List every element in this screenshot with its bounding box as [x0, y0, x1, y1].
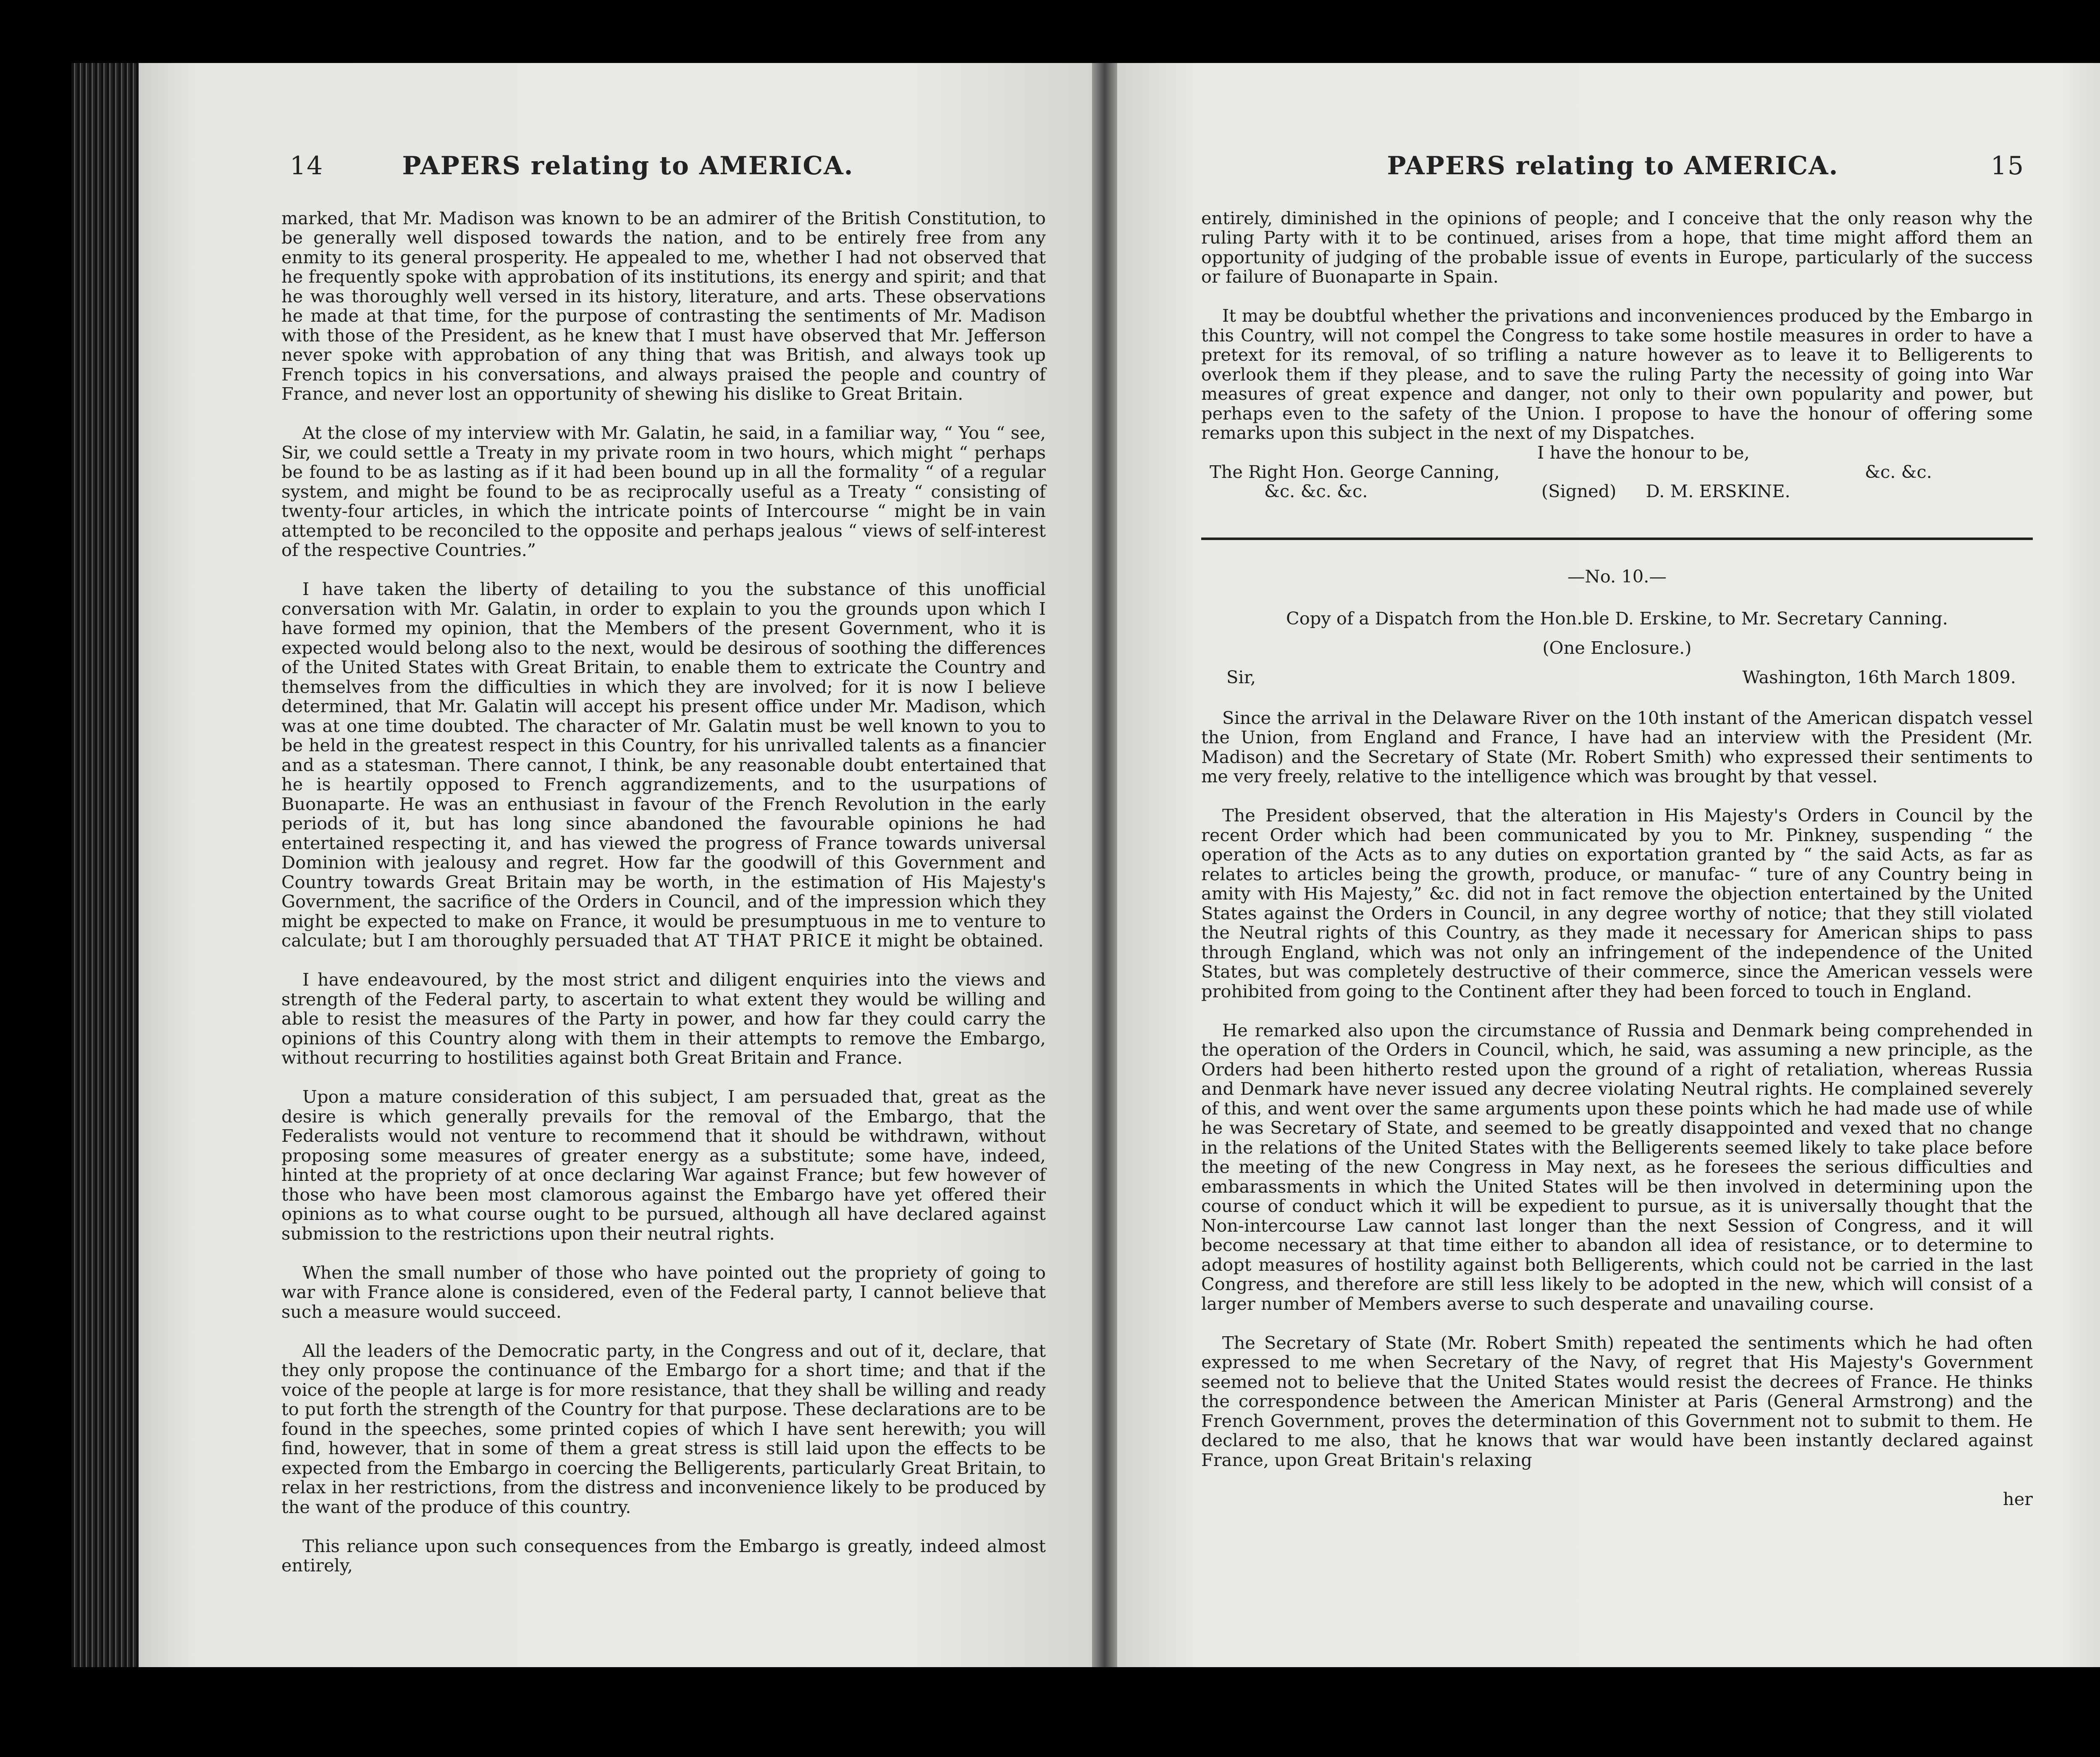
document-number: —No. 10.—	[1567, 566, 1667, 587]
paragraph: He remarked also upon the circumstance of Russia and Denmark being comprehended in the operation of the Orders in Council, which, he said, was assuming a new principle, as the Orders had been hitherto rested upon the ground of a right of retaliation, whereas Russia and Denmark have never issued any decree violating Neutral rights. He complained severely of this, and went over the same arguments upon these points which he had made use of while he was Secretary of State, and seemed to be greatly disappointed and vexed that no change in the relations of the United States with the Belligerents seemed likely to take place before the meeting of the new Congress in May next, as he foresees the serious difficulties and embarassments in which the United States will be then involved in determining upon the course of conduct which it will be expedient to pursue, as it is universally thought that the Non-intercourse Law cannot last longer than the next Session of Congress, and it will become necessary at that time either to abandon all idea of resistance, or to determine to adopt measures of hostility against both Belligerents, which could not be carried in the last Congress, and therefore are still less likely to be adopted in the new, which will consist of a larger number of Members averse to such desperate and unavailing course.	[1201, 1020, 2033, 1314]
catchword: her	[2003, 1488, 2033, 1509]
paragraph: At the close of my interview with Mr. Galatin, he said, in a familiar way, “ You “ see, Sir, we could settle a Treaty in my private room in two hours, which might “ perhaps be found to be as lasting as if it had been bound up in all the formality “ of a regular system, and might be found to be as reciprocally useful as a Treaty “ consisting of twenty-four articles, in which the intricate points of Intercourse “ might be in vain attempted to be reconciled to the opposite and perhaps jealous “ views of self-interest of the respective Countries.”	[281, 422, 1046, 560]
signed-label: (Signed)	[1541, 481, 1617, 501]
paragraph: All the leaders of the Democratic party, in the Congress and out of it, declare, that they only propose the continuance of the Embargo for a short time; and that if the voice of the people at large is for more resistance, that they shall be willing and ready to put forth the strength of the Country for that purpose. These declarations are to be found in the speeches, some printed copies of which I have sent herewith; you will find, however, that in some of them a great stress is still laid upon the effects to be expected from the Embargo in coercing the Belligerents, particularly Great Britain, to relax in her restrictions, from the distress and inconvenience likely to be produced by the want of the produce of this country.	[281, 1340, 1046, 1517]
dateline: Washington, 16th March 1809.	[1742, 667, 2016, 687]
left-running-title: PAPERS relating to AMERICA.	[402, 151, 854, 181]
book-gutter	[1092, 63, 1117, 1667]
signoff-row-1	[1201, 462, 2033, 482]
addressee-etc: &c. &c. &c.	[1264, 481, 1368, 501]
signer-name: D. M. ERSKINE.	[1646, 481, 1790, 501]
paragraph: I have endeavoured, by the most strict and diligent enquiries into the views and strength of the Federal party, to ascertain to what extent they would be willing and able to resist the measures of the Party in power, and how far they could carry the opinions of this Country along with them in their attempts to remove the Embargo, without recurring to hostilities against both Great Britain and France.	[281, 969, 1046, 1068]
document-title: Copy of a Dispatch from the Hon.ble D. Erskine, to Mr. Secretary Canning.	[1286, 608, 1948, 629]
left-page	[139, 63, 1092, 1667]
right-running-title: PAPERS relating to AMERICA.	[1387, 151, 1839, 181]
paragraph: This reliance upon such consequences from the Embargo is greatly, indeed almost entirely,	[281, 1535, 1046, 1576]
paragraph	[281, 580, 1046, 951]
salutation: Sir,	[1226, 667, 1256, 687]
right-running-head	[1117, 151, 2100, 189]
enclosure-note: (One Enclosure.)	[1542, 637, 1692, 658]
paragraph-text: I have taken the liberty of detailing to you the substance of this unofficial conversation with Mr. Galatin, in order to explain to you the grounds upon which I have formed my opinion, that the Members of the present Government, who it is expected would belong also to the next, would be desirous of soothing the differences of the United States with Great Britain, to enable them to extricate the Country and themselves from the difficulties in which they are involved; for it is now I believe determined, that Mr. Galatin will accept his present office under Mr. Madison, which was at one time doubted. The character of Mr. Galatin must be well known to you to be held in the greatest respect in this Country, for his unrivalled talents as a financier and as a statesman. There cannot, I think, be any reasonable doubt entertained that he is heartily opposed to French aggrandizements, and to the usurpations of Buonaparte. He was an enthusiast in favour of the French Revolution in the early periods of it, but has long since abandoned the favourable opinions he had entertained respecting it, and has viewed the progress of France towards universal Dominion with jealousy and regret. How far the goodwill of this Government and Country towards Great Britain may be worth, in the estimation of His Majesty's Government, the sacrifice of the Orders in Council, and of the impression which they might be expected to make on France, it would be presumptuous in me to venture to calculate; but I am thoroughly persuaded that	[281, 579, 1046, 951]
salutation-row	[1201, 668, 2033, 687]
paragraph: entirely, diminished in the opinions of people; and I conceive that the only reason why the ruling Party with it to be continued, arises from a hope, that time might afford them an opportunity of judging of the probable issue of events in Europe, particularly of the success or failure of Buonaparte in Spain.	[1201, 207, 2033, 287]
paragraph: When the small number of those who have pointed out the propriety of going to war with France alone is considered, even of the Federal party, I cannot believe that such a measure would succeed.	[281, 1262, 1046, 1322]
section-divider	[1201, 538, 2033, 540]
right-page	[1117, 63, 2100, 1667]
paragraph: The Secretary of State (Mr. Robert Smith) repeated the sentiments which he had often expressed to me when Secretary of the Navy, of regret that His Majesty's Government seemed not to believe that the United States would resist the decrees of France. He thinks the correspondence between the American Minister at Paris (General Armstrong) and the French Government, proves the determination of this Government not to submit to them. He declared to me also, that he knows that war would have been instantly declared against France, upon Great Britain's relaxing	[1201, 1332, 2033, 1470]
emphasis-text: AT THAT PRICE	[694, 930, 853, 951]
addressee-line: The Right Hon. George Canning,	[1210, 462, 1500, 482]
paragraph-text: it might be obtained.	[853, 930, 1044, 951]
paragraph: Upon a mature consideration of this subject, I am persuaded that, great as the desire is which generally prevails for the removal of the Embargo, that the Federalists would not venture to recommend that it should be withdrawn, without proposing some measures of greater energy as a substitute; some have, indeed, hinted at the propriety of at once declaring War against France; but few however of those who have been most clamorous against the Embargo have yet offered their opinions as to what course ought to be pursued, although all have declared against submission to the restrictions upon their neutral rights.	[281, 1086, 1046, 1244]
paragraph: The President observed, that the alteration in His Majesty's Orders in Council by the recent Order which had been communicated by you to Mr. Pinkney, suspending “ the operation of the Acts as to any duties on exportation granted by “ the said Acts, as far as relates to articles being the growth, produce, or manufac- “ ture of any Country being in amity with His Majesty,” &c. did not in fact remove the objection entertained by the United States against the Orders in Council, in any degree worthy of notice; that they still violated the Neutral rights of this Country, as they made it necessary for American ships to pass through England, which was not only an infringement of the independence of the United States, but was completely destructive of their commerce, since the American vessels were prohibited from going to the Continent after they had been forced to touch in England.	[1201, 805, 2033, 1002]
left-page-edges	[71, 63, 143, 1667]
right-page-opening-text	[1201, 189, 2033, 462]
closing-line: I have the honour to be,	[1537, 442, 1750, 463]
paragraph: It may be doubtful whether the privations and inconveniences produced by the Embargo in this Country, will not compel the Congress to take some hostile measures in order to have a pretext for its removal, of so trifling a nature however as to leave it to Belligerents to overlook them if they please, and to save the ruling Party the necessity of going into War measures of great expence and danger, not only to their own popularity and power, but perhaps even to the safety of the Union. I propose to have the honour of offering some remarks upon this subject in the next of my Dispatches.	[1201, 305, 2033, 443]
letter-signoff	[1201, 443, 2033, 501]
closing-etc: &c. &c.	[1865, 462, 1932, 482]
paragraph: Since the arrival in the Delaware River on the 10th instant of the American dispatch vessel the Union, from England and France, I have had an interview with the President (Mr. Madison) and the Secretary of State (Mr. Robert Smith) who expressed their sentiments to me very freely, relative to the intelligence which was brought by that vessel.	[1201, 707, 2033, 787]
right-page-number: 15	[1990, 151, 2024, 181]
left-running-head	[139, 151, 1092, 189]
right-page-body-text	[1201, 689, 2033, 1529]
paragraph: marked, that Mr. Madison was known to be an admirer of the British Constitution, to be generally well disposed towards the nation, and to be entirely free from any enmity to its general prosperity. He appealed to me, whether I had not observed that he frequently spoke with approbation of its institutions, its energy and spirit; and that he was thoroughly well versed in its history, literature, and arts. These observations he made at that time, for the purpose of contrasting the sentiments of Mr. Madison with those of the President, as he knew that I must have observed that Mr. Jefferson never spoke with approbation of any thing that was British, and always took up French topics in his conversations, and always praised the people and country of France, and never lost an opportunity of shewing his dislike to Great Britain.	[281, 207, 1046, 404]
left-page-number: 14	[290, 151, 324, 181]
signoff-row-2	[1201, 482, 2033, 501]
left-page-text	[281, 189, 1046, 1595]
